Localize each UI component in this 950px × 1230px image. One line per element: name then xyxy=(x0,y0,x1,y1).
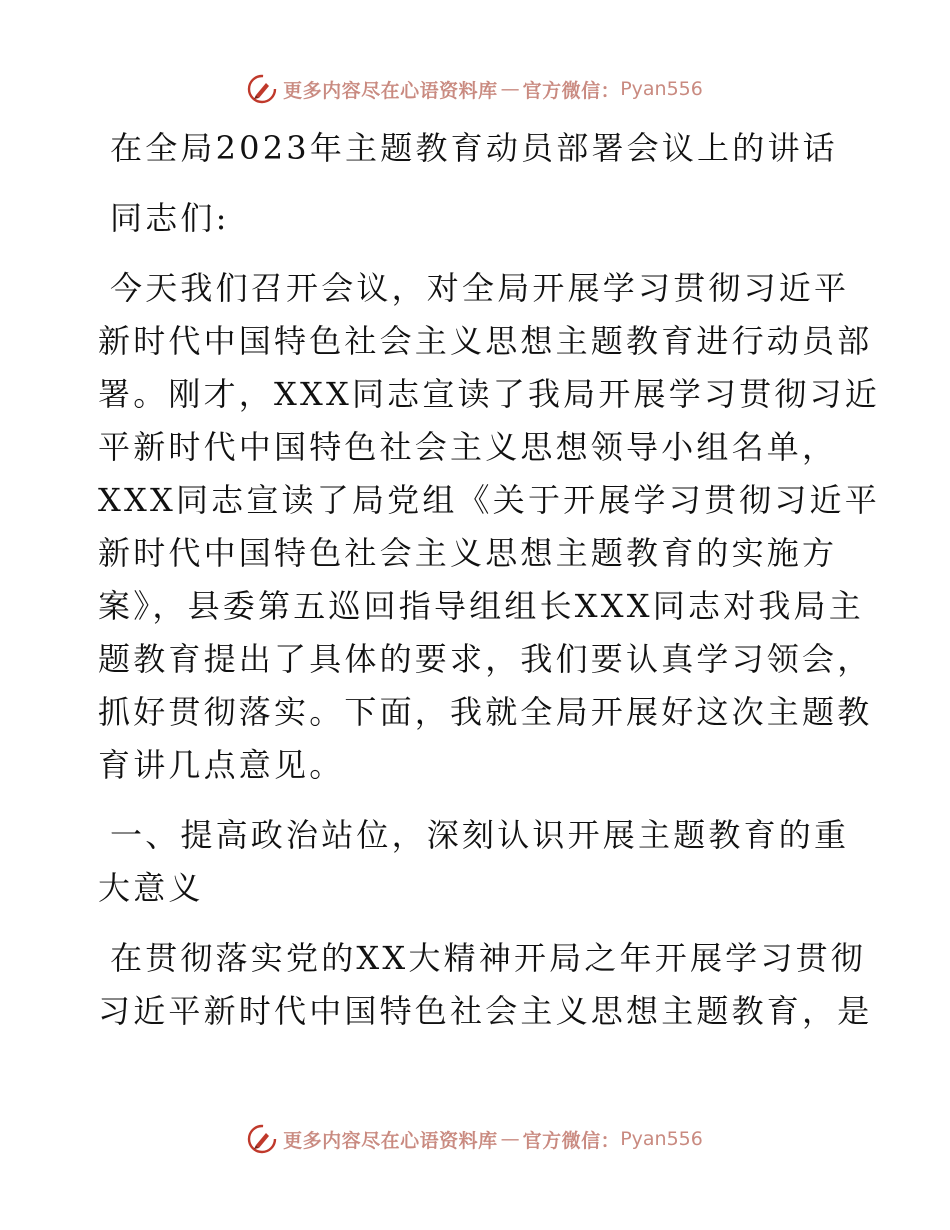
header-watermark xyxy=(0,74,950,104)
watermark-label: 官方微信： xyxy=(522,79,621,102)
heading-line: 大意义 xyxy=(98,869,204,907)
paragraph-line: 平新时代中国特色社会主义思想领导小组名单， xyxy=(98,428,838,466)
paragraph-line: 新时代中国特色社会主义思想主题教育的实施方 xyxy=(98,534,838,572)
paragraph-line: XXX同志宣读了局党组《关于开展学习贯彻习近平 xyxy=(98,481,880,519)
paragraph-2 xyxy=(98,932,873,1038)
salutation: 同志们: xyxy=(110,199,230,237)
watermark-text: 更多内容尽在心语资料库 xyxy=(283,1129,498,1152)
section-heading-1 xyxy=(98,809,858,915)
watermark-wechat-id: Pyan556 xyxy=(620,78,703,100)
footer-watermark xyxy=(0,1124,950,1154)
paragraph-line: 习近平新时代中国特色社会主义思想主题教育，是 xyxy=(98,992,873,1030)
document-title: 在全局2023年主题教育动员部署会议上的讲话 xyxy=(110,129,838,167)
document-pen-logo-icon xyxy=(247,74,277,104)
watermark-separator: — xyxy=(500,1128,520,1150)
watermark-text: 更多内容尽在心语资料库 xyxy=(283,79,498,102)
paragraph-line: 署。刚才，XXX同志宣读了我局开展学习贯彻习近 xyxy=(98,375,880,413)
paragraph-line: 抓好贯彻落实。下面，我就全局开展好这次主题教 xyxy=(98,693,873,731)
paragraph-line: 育讲几点意见。 xyxy=(98,746,345,784)
document-pen-logo-icon xyxy=(247,1124,277,1154)
watermark-wechat-id: Pyan556 xyxy=(620,1128,703,1150)
paragraph-line: 新时代中国特色社会主义思想主题教育进行动员部 xyxy=(98,322,873,360)
watermark-separator: — xyxy=(500,78,520,100)
heading-line: 一、提高政治站位，深刻认识开展主题教育的重 xyxy=(110,816,850,854)
paragraph-line: 今天我们召开会议，对全局开展学习贯彻习近平 xyxy=(110,269,850,307)
paragraph-line: 题教育提出了具体的要求，我们要认真学习领会， xyxy=(98,640,873,678)
paragraph-1 xyxy=(98,262,880,792)
paragraph-line: 案》，县委第五巡回指导组组长XXX同志对我局主 xyxy=(98,587,864,625)
watermark-label: 官方微信： xyxy=(522,1129,621,1152)
paragraph-line: 在贯彻落实党的XX大精神开局之年开展学习贯彻 xyxy=(110,939,866,977)
document-body xyxy=(98,122,880,1038)
